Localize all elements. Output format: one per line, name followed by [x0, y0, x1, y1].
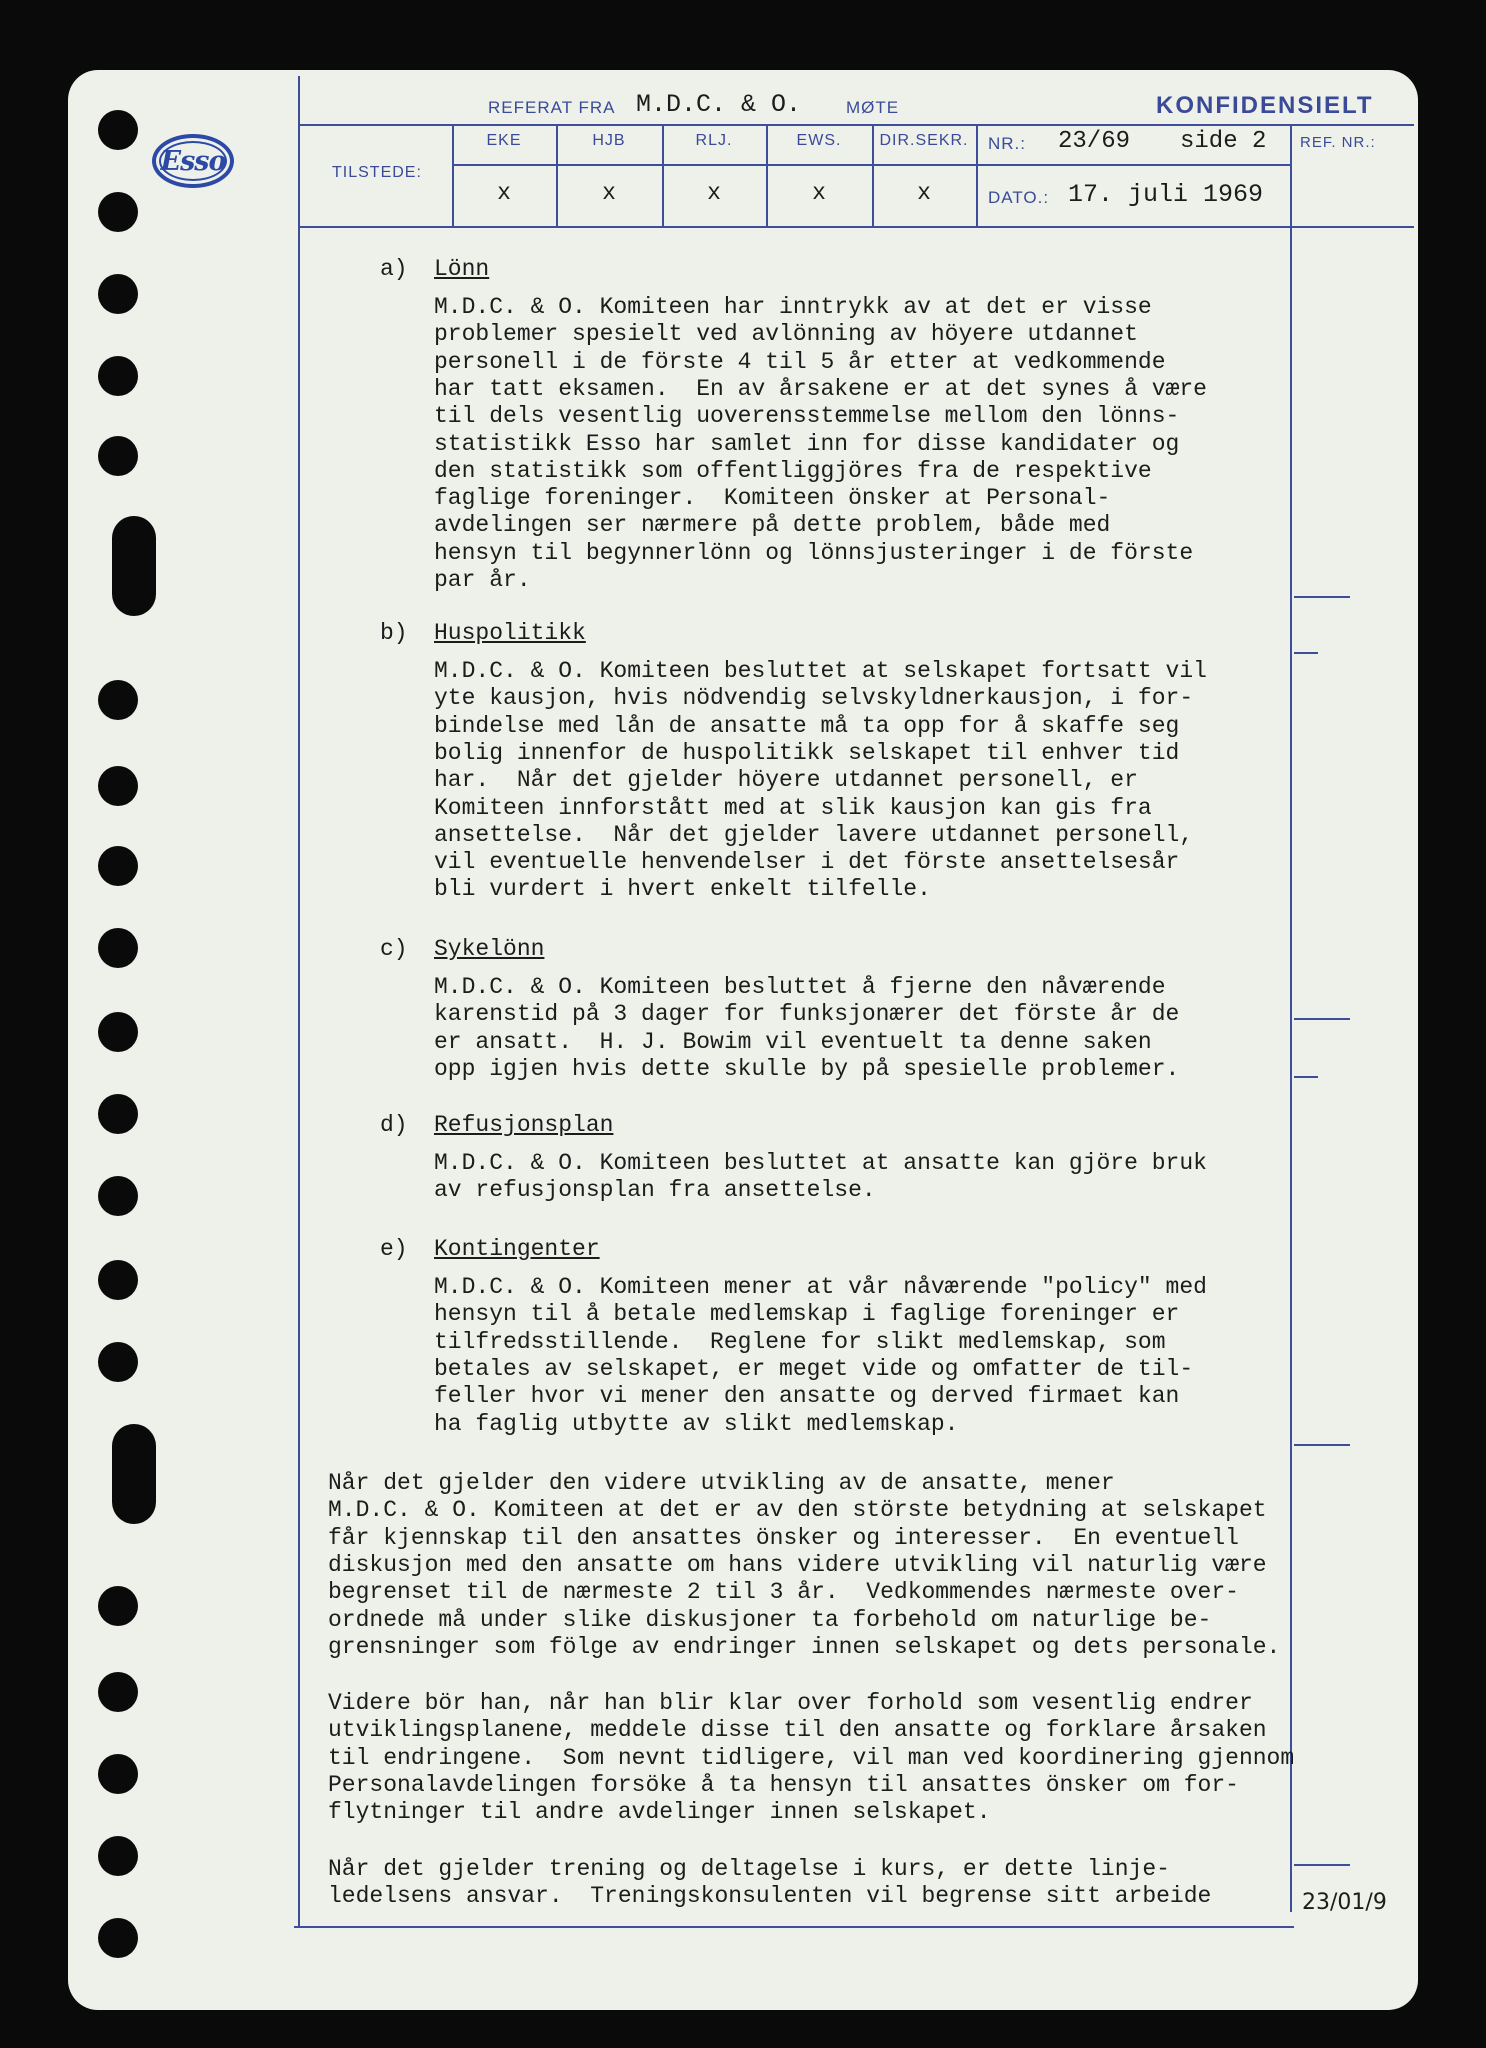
form-right-rule: [1290, 124, 1292, 1912]
attendee-divider: [976, 124, 978, 226]
margin-tick: [1294, 1444, 1350, 1446]
binder-hole: [98, 1012, 138, 1052]
esso-logo-text: Esso: [160, 145, 226, 177]
section-line: faglige foreninger. Komiteen önsker at Personal-: [434, 485, 1111, 512]
section-line: hensyn til begynnerlönn og lönnsjusteringer i de förste: [434, 539, 1194, 566]
paragraph-line: grensninger som fölge av endringer innen selskapet og dets personale.: [328, 1633, 1281, 1660]
section-line: tilfredsstillende. Reglene for slikt medlemskap, som: [434, 1328, 1166, 1355]
section-line: personell i de förste 4 til 5 år etter at vedkommende: [434, 348, 1166, 375]
section-title: Refusjonsplan: [434, 1112, 614, 1138]
footer-code: 23/01/9: [1302, 1890, 1387, 1915]
margin-tick: [1294, 596, 1350, 598]
attendee-mid-rule: [452, 164, 1290, 166]
paragraph-line: begrenset til de nærmeste 2 til 3 år. Vedkommendes nærmeste over-: [328, 1579, 1239, 1606]
attendee-mark: x: [707, 180, 721, 206]
section-line: karenstid på 3 dager for funksjonærer det förste år de: [434, 1001, 1180, 1028]
dato-value: 17. juli 1969: [1068, 180, 1264, 209]
margin-tick: [1294, 1076, 1318, 1078]
section-line: til dels vesentlig uoverensstemmelse mellom den lönns-: [434, 403, 1180, 430]
form-bottom-rule: [294, 1926, 1294, 1928]
section-letter: c): [380, 936, 408, 962]
section-line: hensyn til å betale medlemskap i faglige foreninger er: [434, 1301, 1180, 1328]
section-line: M.D.C. & O. Komiteen besluttet at ansatte kan gjöre bruk: [434, 1150, 1207, 1176]
section-line: av refusjonsplan fra ansettelse.: [434, 1177, 876, 1204]
attendee-initials: EKE: [486, 132, 522, 149]
section-line: problemer spesielt ved avlönning av höyere utdannet: [434, 321, 1138, 348]
paragraph-line: M.D.C. & O. Komiteen at det er av den störste betydning at selskapet: [328, 1497, 1267, 1524]
section-letter: d): [380, 1112, 408, 1138]
section-line: den statistikk som offentliggjöres fra de respektive: [434, 457, 1152, 484]
section-line: statistikk Esso har samlet inn for disse kandidater og: [434, 430, 1180, 457]
attendee-mark: x: [812, 180, 826, 206]
section-line: avdelingen ser nærmere på dette problem, både med: [434, 512, 1111, 539]
confidential-label: KONFIDENSIELT: [1156, 92, 1374, 119]
nr-label: NR.:: [988, 134, 1026, 153]
section-line: M.D.C. & O. Komiteen besluttet å fjerne den nåværende: [434, 974, 1166, 1000]
attendee-initials: EWS.: [796, 132, 842, 149]
margin-tick: [1294, 1018, 1350, 1020]
paragraph-line: utviklingsplanene, meddele disse til den ansatte og forklare årsaken: [328, 1717, 1267, 1744]
paragraph-line: diskusjon med den ansatte om hans videre utvikling vil naturlig være: [328, 1551, 1267, 1578]
section-line: er ansatt. H. J. Bowim vil eventuelt ta denne saken: [434, 1028, 1152, 1055]
binder-tab: [112, 516, 156, 616]
section-line: M.D.C. & O. Komiteen besluttet at selskapet fortsatt vil: [434, 658, 1207, 684]
section-line: feller hvor vi mener den ansatte og derved firmaet kan: [434, 1383, 1180, 1410]
section-title: Sykelönn: [434, 936, 545, 962]
section-title: Huspolitikk: [434, 620, 586, 646]
section-line: bindelse med lån de ansatte må ta opp for å skaffe seg: [434, 712, 1180, 739]
section-letter: a): [380, 256, 408, 282]
form-header-bottom-rule: [298, 226, 1414, 228]
section-line: ansettelse. Når det gjelder lavere utdannet personell,: [434, 821, 1194, 848]
attendee-mark: x: [497, 180, 511, 206]
section-line: bolig innenfor de huspolitikk selskapet til enhver tid: [434, 739, 1180, 766]
binder-hole: [98, 766, 138, 806]
section-line: ha faglig utbytte av slikt medlemskap.: [434, 1410, 959, 1437]
paragraph-line: Personalavdelingen forsöke å ta hensyn til ansattes önsker om for-: [328, 1771, 1239, 1798]
section-title: Kontingenter: [434, 1236, 600, 1262]
attendee-mark: x: [917, 180, 931, 206]
section-line: opp igjen hvis dette skulle by på spesielle problemer.: [434, 1055, 1180, 1082]
binder-hole: [98, 1260, 138, 1300]
section-line: har. Når det gjelder höyere utdannet personell, er: [434, 767, 1138, 794]
section-letter: b): [380, 620, 408, 646]
section-line: par år.: [434, 567, 531, 593]
paragraph-line: Når det gjelder trening og deltagelse i kurs, er dette linje-: [328, 1856, 1170, 1882]
binder-hole: [98, 1672, 138, 1712]
binder-hole: [98, 1918, 138, 1958]
section-line: yte kausjon, hvis nödvendig selvskyldnerkausjon, i for-: [434, 685, 1194, 712]
paragraph-line: får kjennskap til den ansattes önsker og interesser. En eventuell: [328, 1524, 1239, 1551]
paragraph-line: til endringene. Som nevnt tidligere, vil man ved koordinering gjennom: [328, 1744, 1295, 1771]
mote-label: MØTE: [846, 98, 900, 117]
paragraph-line: ledelsens ansvar. Treningskonsulenten vil begrense sitt arbeide: [328, 1883, 1212, 1910]
form-left-rule: [298, 76, 300, 1928]
binder-hole: [98, 1586, 138, 1626]
binder-hole: [98, 1094, 138, 1134]
section-line: M.D.C. & O. Komiteen mener at vår nåværende "policy" med: [434, 1274, 1207, 1300]
attendee-initials: RLJ.: [695, 132, 733, 149]
side-value: side 2: [1180, 128, 1267, 155]
margin-tick: [1294, 1864, 1350, 1866]
binder-hole: [98, 928, 138, 968]
binder-hole: [98, 1836, 138, 1876]
paragraph-line: flytninger til andre avdelinger innen selskapet.: [328, 1799, 991, 1826]
binder-hole: [98, 274, 138, 314]
esso-logo: [152, 134, 234, 188]
attendee-mark: x: [602, 180, 616, 206]
binder-hole: [98, 356, 138, 396]
section-line: vil eventuelle henvendelser i det förste ansettelsesår: [434, 849, 1180, 876]
binder-hole: [98, 1176, 138, 1216]
meeting-name: M.D.C. & O.: [636, 90, 802, 119]
paragraph-line: ordnede må under slike diskusjoner ta forbehold om naturlige be-: [328, 1606, 1212, 1633]
paragraph-line: Når det gjelder den videre utvikling av de ansatte, mener: [328, 1470, 1115, 1496]
binder-hole: [98, 1754, 138, 1794]
margin-tick: [1294, 652, 1318, 654]
referat-label: REFERAT FRA: [488, 98, 616, 117]
attendee-initials: HJB: [592, 132, 626, 149]
section-line: M.D.C. & O. Komiteen har inntrykk av at det er visse: [434, 294, 1152, 320]
binder-hole: [98, 436, 138, 476]
section-line: har tatt eksamen. En av årsakene er at det synes å være: [434, 375, 1207, 402]
section-line: betales av selskapet, er meget vide og omfatter de til-: [434, 1355, 1194, 1382]
binder-tab: [112, 1424, 156, 1524]
binder-hole: [98, 680, 138, 720]
section-line: Komiteen innforstått med at slik kausjon kan gis fra: [434, 794, 1152, 821]
section-title: Lönn: [434, 256, 490, 282]
ref-nr-label: REF. NR.:: [1300, 134, 1376, 151]
binder-hole: [98, 192, 138, 232]
section-line: bli vurdert i hvert enkelt tilfelle.: [434, 876, 931, 903]
nr-value: 23/69: [1058, 128, 1131, 155]
section-letter: e): [380, 1236, 408, 1262]
binder-hole: [98, 1342, 138, 1382]
dato-label: DATO.:: [988, 188, 1050, 207]
binder-hole: [98, 846, 138, 886]
attendee-initials: DIR.SEKR.: [879, 132, 969, 149]
paragraph-line: Videre bör han, når han blir klar over forhold som vesentlig endrer: [328, 1690, 1253, 1716]
tilstede-label: TILSTEDE:: [332, 164, 422, 181]
form-top-rule: [298, 124, 1414, 126]
binder-hole: [98, 110, 138, 150]
